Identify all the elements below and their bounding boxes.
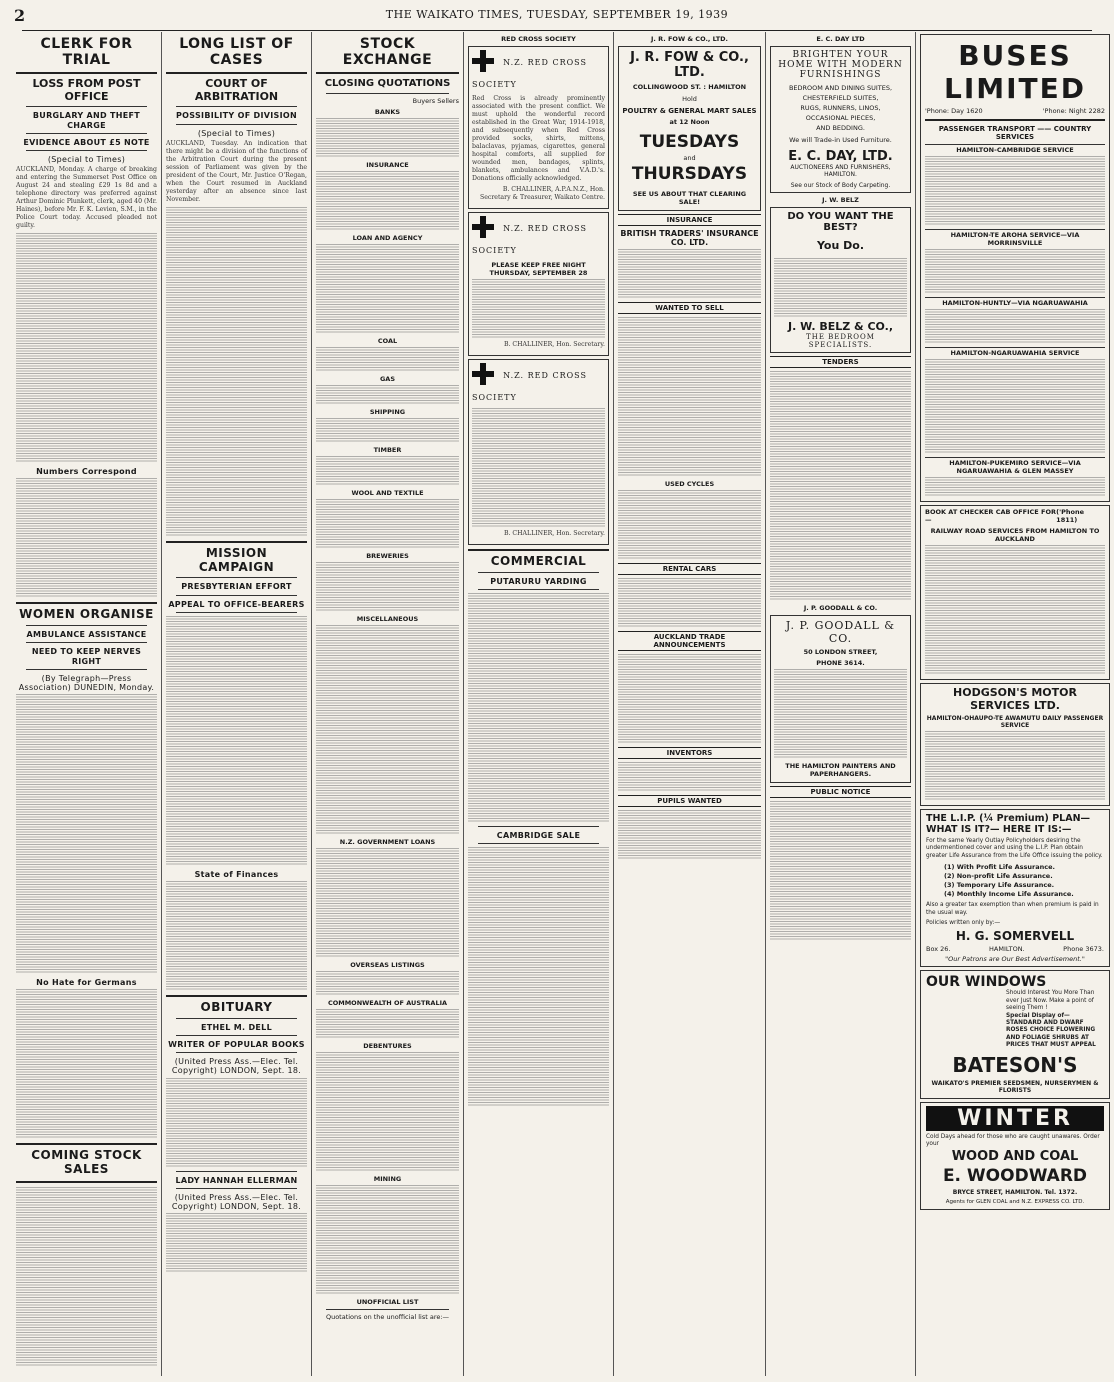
- lip-motto: "Our Patrons are Our Best Advertisement.": [945, 955, 1085, 964]
- classified-ads-text: [618, 810, 761, 860]
- headline-loss-post-office: LOSS FROM POST OFFICE: [32, 77, 141, 103]
- stock-section-heading: INSURANCE: [366, 160, 409, 169]
- woodward-footer: Agents for GLEN COAL and N.Z. EXPRESS CO. LTD.: [945, 1198, 1085, 1205]
- column-7: [916, 32, 1114, 1376]
- furniture-item: OCCASIONAL PIECES,: [805, 114, 876, 122]
- woodward-name: E. WOODWARD: [942, 1165, 1088, 1186]
- buses-phone-night: 'Phone: Night 2282: [1042, 107, 1105, 115]
- ec-day-ad: [770, 46, 911, 193]
- article-body-text: [16, 694, 157, 974]
- furniture-item: AND BEDDING.: [816, 124, 865, 132]
- ad-header-ec-day: E. C. DAY LTD: [816, 35, 865, 43]
- headline-mission-campaign: MISSION CAMPAIGN: [198, 545, 275, 574]
- winter-body: Cold Days ahead for those who are caught unawares. Order your: [926, 1133, 1100, 1148]
- headline-closing-quotations: CLOSING QUOTATIONS: [324, 78, 451, 90]
- stock-section-heading: N.Z. GOVERNMENT LOANS: [339, 837, 436, 846]
- byline: (By Telegraph—Press Association) DUNEDIN, Monday.: [18, 673, 155, 692]
- classified-wanted: WANTED TO SELL: [618, 302, 761, 314]
- lip-agent-name: H. G. SOMERVELL: [955, 929, 1075, 944]
- fow-sales: POULTRY & GENERAL MART SALES: [622, 107, 757, 115]
- hodgson-name: HODGSON'S MOTOR SERVICES LTD.: [953, 686, 1077, 712]
- hodgson-sub: HAMILTON-OHAUPO-TE AWAMUTU DAILY PASSENGER SERVICE: [926, 715, 1104, 729]
- buses-phone-day: 'Phone: Day 1620: [925, 107, 983, 115]
- bus-route-heading: HAMILTON-PUKEMIRO SERVICE—VIA NGARUAWAHIA & GLEN MASSEY: [925, 457, 1105, 475]
- windows-special: Special Display of— STANDARD AND DWARF ROSES CHOICE FLOWERING AND FOLIAGE SHRUBS AT PRICES THAT MUST APPEAL: [1006, 1012, 1096, 1049]
- lip-heading: THE L.I.P. (¼ Premium) PLAN—WHAT IS IT?— HERE IT IS:—: [926, 813, 1091, 835]
- byline: (Special to Times): [47, 155, 126, 165]
- column-4: [464, 32, 614, 1376]
- checker-phone: ('Phone 1811): [1056, 508, 1085, 524]
- red-cross-icon: [472, 50, 494, 72]
- stock-quote-lines: [316, 499, 459, 549]
- lip-body: For the same Yearly Outlay Policyholders desiring the undermentioned cover and using the L.I.P. Plan obtain greater Life Assurance from the Life Office issuing the policy.: [926, 838, 1103, 859]
- article-body-text: [166, 616, 307, 866]
- bus-route-list: [925, 144, 1105, 497]
- stock-quote-lines: [316, 1009, 459, 1039]
- headline-court-arbitration: COURT OF ARBITRATION: [194, 77, 279, 103]
- lip-written-by: Policies written only by:—: [926, 920, 1001, 927]
- stock-quote-lines: [316, 118, 459, 158]
- furniture-item: BEDROOM AND DINING SUITES,: [788, 84, 893, 92]
- painters: THE HAMILTON PAINTERS AND PAPERHANGERS.: [785, 762, 896, 778]
- headline-long-list: LONG LIST OF CASES: [179, 36, 294, 69]
- stock-section-heading: GAS: [379, 374, 396, 383]
- woodward-ad: [920, 1102, 1110, 1210]
- belz-name: J. W. BELZ & CO.,: [787, 320, 894, 333]
- subhead-cambridge-sale: CAMBRIDGE SALE: [496, 830, 581, 840]
- stock-quote-lines: [316, 971, 459, 996]
- stock-quote-lines: [316, 385, 459, 405]
- lip-tax: Also a greater tax exemption than when premium is paid in the usual way.: [926, 902, 1099, 916]
- lip-policy-item: (1) With Profit Life Assurance.: [944, 863, 1055, 872]
- article-body-text: [166, 1078, 307, 1168]
- rail-road-services: RAILWAY ROAD SERVICES FROM HAMILTON TO AUCKLAND: [930, 527, 1100, 543]
- fow-ad: [618, 46, 761, 211]
- subhead-presbyterian: PRESBYTERIAN EFFORT: [181, 582, 292, 592]
- classified-ads-text: [618, 490, 761, 560]
- timetable-text: [925, 545, 1105, 675]
- subhead-putaruru: PUTARURU YARDING: [490, 576, 587, 586]
- lip-box: Box 26.: [926, 945, 951, 954]
- classified-ads-text: [618, 762, 761, 792]
- column-3: [312, 32, 464, 1376]
- red-cross-icon: [472, 363, 494, 385]
- subhead-ellerman: LADY HANNAH ELLERMAN: [175, 1175, 298, 1185]
- windows-heading: OUR WINDOWS: [926, 974, 1047, 991]
- belz-ad: [770, 207, 911, 353]
- bus-route-heading: HAMILTON-CAMBRIDGE SERVICE: [925, 144, 1105, 154]
- ad-body-text: [774, 258, 907, 318]
- red-cross-ad-1: [468, 46, 609, 209]
- red-cross-ad-3: [468, 359, 609, 545]
- classified-tenders: TENDERS: [770, 356, 911, 368]
- red-cross-icon: [472, 216, 494, 238]
- article-body-text: [166, 1213, 307, 1273]
- fow-day-1: TUESDAYS: [639, 132, 740, 152]
- ad-body-text: [618, 249, 761, 299]
- byline: (United Press Ass.—Elec. Tel. Copyright) LONDON, Sept. 18.: [171, 1057, 302, 1076]
- classified-insurance: INSURANCE: [618, 214, 761, 226]
- headline-clerk-for-trial: CLERK FOR TRIAL: [40, 36, 133, 69]
- lip-policy-item: (2) Non-profit Life Assurance.: [944, 872, 1053, 881]
- stock-section-heading: MISCELLANEOUS: [356, 614, 419, 623]
- fow-day-2: THURSDAYS: [631, 164, 748, 184]
- timetable-text: [925, 249, 1105, 294]
- stock-section-heading: SHIPPING: [369, 407, 406, 416]
- headline-stock-exchange: STOCK EXCHANGE: [342, 36, 433, 69]
- lip-phone: Phone 3673.: [1063, 945, 1104, 954]
- article-body-text: [166, 881, 307, 991]
- subhead-evidence: EVIDENCE ABOUT £5 NOTE: [23, 137, 150, 147]
- stock-quote-lines: [316, 418, 459, 443]
- column-6: [766, 32, 916, 1376]
- subhead-burglary: BURGLARY AND THEFT CHARGE: [32, 111, 141, 130]
- subhead-ethel-dell: ETHEL M. DELL: [201, 1022, 272, 1032]
- headline-stock-sales: COMING STOCK SALES: [31, 1148, 142, 1177]
- newspaper-title: THE WAIKATO TIMES, TUESDAY, SEPTEMBER 19, 1939: [385, 8, 729, 21]
- fow-footer: SEE US ABOUT THAT CLEARING SALE!: [632, 190, 747, 206]
- lip-city: HAMILTON.: [989, 945, 1025, 954]
- timetable-text: [925, 309, 1105, 344]
- article-body-text: [16, 989, 157, 1139]
- woodward-address: BRYCE STREET, HAMILTON. Tel. 1372.: [952, 1188, 1078, 1196]
- fow-and: and: [683, 154, 696, 162]
- subhead-ambulance: AMBULANCE ASSISTANCE: [26, 630, 147, 640]
- stock-section-heading: COMMONWEALTH OF AUSTRALIA: [327, 998, 448, 1007]
- belz-sub: THE BEDROOM SPECIALISTS.: [806, 333, 875, 349]
- goodall-name: J. P. GOODALL & CO.: [785, 619, 896, 645]
- red-cross-notice: PLEASE KEEP FREE NIGHT THURSDAY, SEPTEMBER 28: [489, 261, 588, 277]
- classified-auckland: AUCKLAND TRADE ANNOUNCEMENTS: [618, 631, 761, 651]
- bateson-ad: [920, 970, 1110, 1098]
- belz-answer: You Do.: [816, 239, 865, 252]
- stock-quote-lines: [316, 1185, 459, 1295]
- classified-ads-text: [618, 654, 761, 744]
- article-body-text: [468, 847, 609, 1107]
- stock-quote-lines: [316, 1052, 459, 1172]
- bus-route-heading: HAMILTON-NGARUAWAHIA SERVICE: [925, 347, 1105, 357]
- fow-hold: Hold: [682, 95, 697, 103]
- red-cross-signature: B. CHALLINER, Hon. Secretary.: [503, 341, 605, 348]
- ad-body-text: [472, 408, 605, 528]
- stock-quote-lines: [316, 848, 459, 958]
- column-5: [614, 32, 766, 1376]
- stock-section-heading: LOAN AND AGENCY: [352, 233, 423, 242]
- article-body-text: [16, 478, 157, 598]
- unofficial-footer: Quotations on the unofficial list are:—: [325, 1312, 450, 1321]
- stock-quote-lines: [316, 625, 459, 835]
- article-lead: AUCKLAND, Monday. A charge of breaking and entering the Summerset Post Office on August 24 and stealing £29 1s 8d and a telephone directory was preferred against Arthur Dominic Plunkett, clerk, aged 40 (Mr. Haines), before Mr. F. K. Levien, S.M., in the Police Court today. Accused pleaded not guilty.: [16, 166, 157, 230]
- stock-section-heading: UNOFFICIAL LIST: [356, 1297, 419, 1306]
- ec-day-item-list: [774, 84, 907, 132]
- ad-body-text: [774, 669, 907, 759]
- lip-policy-item: (3) Temporary Life Assurance.: [944, 881, 1055, 890]
- bus-route-heading: HAMILTON-HUNTLY—VIA NGARUAWAHIA: [925, 297, 1105, 307]
- stock-section-heading: BANKS: [374, 107, 401, 116]
- checker-heading: BOOK AT CHECKER CAB OFFICE FOR—: [925, 508, 1056, 524]
- stock-quote-lines: [316, 456, 459, 486]
- red-cross-label: N.Z. RED CROSS SOCIETY: [472, 58, 587, 89]
- timetable-text: [925, 359, 1105, 454]
- classified-used-cycles: USED CYCLES: [664, 480, 715, 488]
- bus-route-heading: HAMILTON-TE AROHA SERVICE—VIA MORRINSVILLE: [925, 229, 1105, 247]
- fow-time: at 12 Noon: [669, 118, 710, 126]
- red-cross-body: Red Cross is already prominently associated with the present conflict. We must uphold the wonderful record established in the Great War, 1914-1918, and subsequently when Red Cross provided socks, shirts, mittens, balaclavas, pyjamas, cigarettes, general hospital comforts, all supplied for wounded men, bandages, splints, blankets, ambulances and V.A.D.'s. Donations officially acknowledged.: [472, 95, 605, 182]
- fow-name: J. R. FOW & CO., LTD.: [630, 50, 749, 80]
- crosshead-finances: State of Finances: [194, 869, 279, 879]
- headline-obituary: OBITUARY: [200, 1000, 273, 1014]
- article-body-text: [468, 593, 609, 823]
- stock-quote-tables: [316, 108, 459, 1306]
- red-cross-ad-2: [468, 212, 609, 356]
- bateson-name: BATESON'S: [952, 1052, 1078, 1077]
- lip-policy-list: [926, 863, 1104, 899]
- stock-quote-lines: [316, 244, 459, 334]
- ad-body-text: [472, 279, 605, 339]
- classified-public-notice: PUBLIC NOTICE: [770, 786, 911, 798]
- timetable-text: [925, 477, 1105, 497]
- classified-ads-text: [770, 371, 911, 601]
- ec-day-sub: AUCTIONEERS AND FURNISHERS, HAMILTON.: [790, 164, 891, 178]
- classified-rental: RENTAL CARS: [618, 563, 761, 575]
- ec-day-slogan: BRIGHTEN YOUR HOME WITH MODERN FURNISHINGS: [778, 50, 903, 80]
- classified-pupils: PUPILS WANTED: [618, 795, 761, 807]
- ec-day-trade-in: We will Trade-in Used Furniture.: [789, 136, 892, 144]
- timetable-text: [925, 156, 1105, 226]
- windows-body: Should Interest You More Than ever Just Now. Make a point of seeing Them !: [1006, 990, 1095, 1012]
- classified-ads-text: [770, 801, 911, 941]
- hodgson-ad: [920, 683, 1110, 806]
- stock-section-heading: BREWERIES: [366, 551, 409, 560]
- crosshead-numbers: Numbers Correspond: [36, 467, 137, 477]
- stock-quote-lines: [316, 562, 459, 612]
- lip-plan-ad: [920, 809, 1110, 967]
- crosshead-no-hate: No Hate for Germans: [36, 978, 137, 988]
- stock-quote-lines: [316, 347, 459, 372]
- belz-question: DO YOU WANT THE BEST?: [787, 211, 894, 233]
- winter-banner: WINTER: [926, 1106, 1104, 1131]
- stock-section-heading: MINING: [373, 1174, 402, 1183]
- article-lead: AUCKLAND, Tuesday. An indication that there might be a division of the functions of the Arbitration Court during the present session of Parliament was given by the president of the Court, Mr. Justice O'Regan, when the Court resumed in Auckland yesterday after an absence since last November.: [166, 139, 307, 203]
- red-cross-signature: B. CHALLINER, Hon. Secretary.: [503, 530, 605, 537]
- stock-quote-lines: [316, 171, 459, 231]
- lip-policy-item: (4) Monthly Income Life Assurance.: [944, 890, 1074, 899]
- column-1: [12, 32, 162, 1376]
- bateson-sub: WAIKATO'S PREMIER SEEDSMEN, NURSERYMEN & FLORISTS: [931, 1079, 1099, 1094]
- buses-brand: BUSES LIMITED: [943, 39, 1086, 105]
- classified-inventors: INVENTORS: [618, 747, 761, 759]
- goodall-phone: PHONE 3614.: [816, 659, 865, 667]
- insurer-name: BRITISH TRADERS' INSURANCE CO. LTD.: [620, 229, 759, 247]
- furniture-item: CHESTERFIELD SUITES,: [802, 94, 879, 102]
- page-columns: [12, 32, 1104, 1376]
- headline-women-organise: WOMEN ORGANISE: [19, 607, 154, 622]
- subhead-division: POSSIBILITY OF DIVISION: [176, 111, 297, 121]
- stock-section-heading: WOOL AND TEXTILE: [351, 488, 424, 497]
- goodall-address: 50 LONDON STREET,: [803, 648, 878, 656]
- furniture-item: RUGS, RUNNERS, LINOS,: [800, 104, 881, 112]
- red-cross-label: N.Z. RED CROSS SOCIETY: [472, 371, 587, 402]
- checker-cab-ad: [920, 505, 1110, 680]
- buses-ad: [920, 34, 1110, 502]
- ec-day-name: E. C. DAY, LTD.: [788, 149, 893, 164]
- classified-ads-text: [618, 317, 761, 477]
- stock-section-heading: OVERSEAS LISTINGS: [350, 960, 425, 969]
- wood-coal: WOOD AND COAL: [951, 1148, 1079, 1164]
- buses-service: PASSENGER TRANSPORT —— COUNTRY SERVICES: [938, 125, 1092, 141]
- column-2: [162, 32, 312, 1376]
- ad-header-fow: J. R. FOW & CO., LTD.: [650, 35, 729, 43]
- stock-section-heading: COAL: [377, 336, 398, 345]
- red-cross-signature: B. CHALLINER, A.P.A.N.Z., Hon. Secretary & Treasurer, Waikato Centre.: [479, 186, 605, 201]
- stock-section-heading: TIMBER: [373, 445, 402, 454]
- article-body-text: [166, 207, 307, 537]
- byline: (Special to Times): [197, 128, 276, 138]
- page-number: 2: [14, 6, 26, 25]
- subhead-appeal: APPEAL TO OFFICE-BEARERS: [168, 599, 305, 609]
- subhead-nerves: NEED TO KEEP NERVES RIGHT: [31, 647, 142, 666]
- fow-address: COLLINGWOOD ST. : HAMILTON: [632, 83, 747, 91]
- ad-header-goodall: J. P. GOODALL & CO.: [803, 604, 878, 612]
- ad-header-belz: J. W. BELZ: [822, 196, 859, 204]
- red-cross-label: N.Z. RED CROSS SOCIETY: [472, 224, 587, 255]
- classified-ads-text: [618, 578, 761, 628]
- article-body-text: [16, 233, 157, 463]
- article-body-text: [16, 1187, 157, 1367]
- byline: (United Press Ass.—Elec. Tel. Copyright) LONDON, Sept. 18.: [171, 1192, 302, 1211]
- quote-column-labels: Buyers Sellers: [412, 96, 459, 105]
- masthead-rule: [22, 30, 1092, 31]
- ad-header-red-cross: RED CROSS SOCIETY: [501, 35, 576, 43]
- goodall-ad: [770, 615, 911, 783]
- timetable-text: [925, 731, 1105, 801]
- ec-day-footer: See our Stock of Body Carpeting.: [790, 182, 891, 189]
- subhead-writer: WRITER OF POPULAR BOOKS: [168, 1039, 305, 1049]
- headline-commercial: COMMERCIAL: [490, 554, 587, 568]
- stock-section-heading: DEBENTURES: [363, 1041, 412, 1050]
